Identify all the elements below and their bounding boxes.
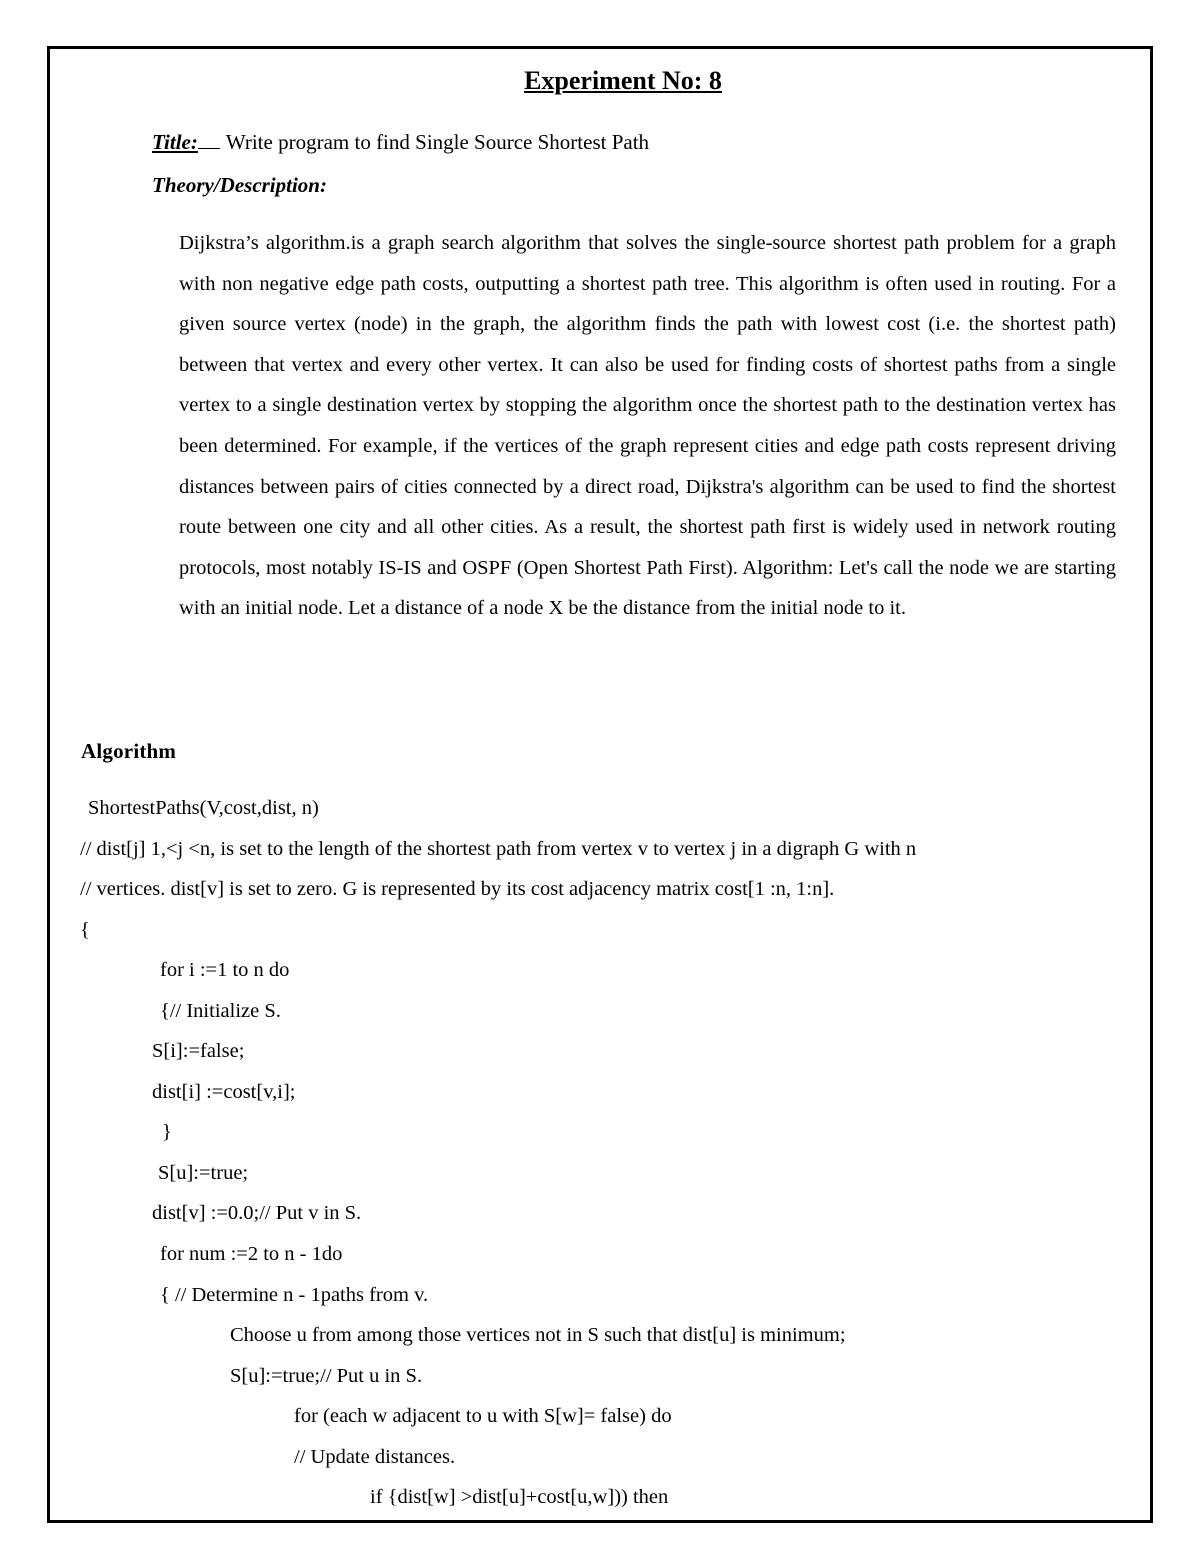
code-line: Choose u from among those vertices not in S such that dist[u] is minimum; [230, 1324, 846, 1346]
code-line: } [162, 1121, 172, 1143]
code-line: ShortestPaths(V,cost,dist, n) [88, 797, 319, 819]
code-line: { [80, 919, 90, 941]
code-line: // dist[j] 1,<j <n, is set to the length of the shortest path from vertex v to vertex j in a digraph G with n [80, 838, 917, 860]
title-line [152, 130, 649, 155]
title-text: Write program to find Single Source Shortest Path [225, 130, 650, 154]
algorithm-heading: Algorithm [81, 739, 177, 763]
code-line: {// Initialize S. [160, 1000, 281, 1022]
code-line: { // Determine n - 1paths from v. [160, 1284, 429, 1306]
code-line: S[u]:=true;// Put u in S. [230, 1365, 423, 1387]
code-line: dist[i] :=cost[v,i]; [152, 1081, 296, 1103]
code-line: if {dist[w] >dist[u]+cost[u,w])) then [370, 1486, 669, 1508]
code-line: for num :=2 to n - 1do [160, 1243, 343, 1265]
theory-label: Theory/Description: [152, 173, 327, 197]
experiment-heading: Experiment No: 8 [524, 66, 722, 95]
code-line: S[u]:=true; [158, 1162, 249, 1184]
code-line: for (each w adjacent to u with S[w]= false) do [294, 1405, 672, 1427]
code-line: dist[v] :=0.0;// Put v in S. [152, 1202, 362, 1224]
theory-paragraph: Dijkstra’s algorithm.is a graph search algorithm that solves the single-source shortest path problem for a graph with non negative edge path costs, outputting a shortest path tree. This algorithm is often used in routing. For a given source vertex (node) in the graph, the algorithm finds the path with lowest cost (i.e. the shortest path) between that vertex and every other vertex. It can also be used for finding costs of shortest paths from a single vertex to a single destination vertex by stopping the algorithm once the shortest path to the destination vertex has been determined. For example, if the vertices of the graph represent cities and edge path costs represent driving distances between pairs of cities connected by a direct road, Dijkstra's algorithm can be used to find the shortest route between one city and all other cities. As a result, the shortest path first is widely used in network routing protocols, most notably IS-IS and OSPF (Open Shortest Path First). Algorithm: Let's call the node we are starting with an initial node. Let a distance of a node X be the distance from the initial node to it. [179, 232, 1116, 620]
code-line: // vertices. dist[v] is set to zero. G is represented by its cost adjacency matrix cost[1 :n, 1:n]. [80, 878, 835, 900]
code-line: S[i]:=false; [152, 1040, 245, 1062]
code-line: // Update distances. [294, 1446, 456, 1468]
code-line: for i :=1 to n do [160, 959, 290, 981]
title-label: Title: [152, 130, 198, 154]
title-underline-spacer [198, 130, 220, 149]
